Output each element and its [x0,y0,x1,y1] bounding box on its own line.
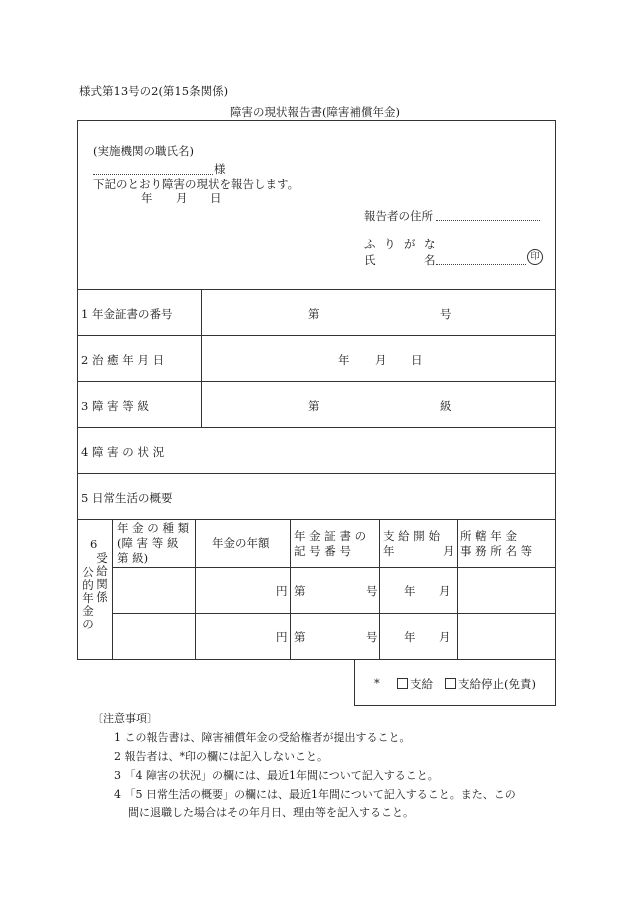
grade-suffix: 級 [440,399,452,413]
header-office-2: 事 務 所 名 等 [460,544,533,558]
divider [555,660,556,705]
row2-go: 号 [366,630,378,644]
divider [112,519,113,660]
section6-number: 6 [90,537,98,551]
note-item-4: 4 「5 日常生活の概要」の欄には、最近1年間について記入すること。また、この [114,788,516,801]
row2-dai: 第 [294,630,306,644]
recovery-month-unit: 月 [375,353,387,367]
divider [195,519,196,660]
reporter-address-label: 報告者の住所 [364,209,433,223]
divider [201,289,202,427]
name-label-2: 名 [424,253,436,267]
note-item-4-cont: 間に退職した場合はその年月日、理由等を記入すること。 [128,806,414,819]
header-cert-2: 記 号 番 号 [294,544,351,558]
header-pension-type-1: 年 金 の 種 類 [117,521,190,535]
row1-dai: 第 [294,584,306,598]
header-start-1: 支 給 開 始 [383,529,440,543]
divider [77,473,556,474]
divider [457,519,458,660]
notes-heading: 〔注意事項〕 [92,712,158,725]
row2-nen: 年 [404,630,416,644]
checkbox-icon[interactable] [397,678,408,689]
statement: 下記のとおり障害の現状を報告します。 [93,177,300,191]
name-label-1: 氏 [364,253,376,267]
row-label-disability-status: 4 障 害 の 状 況 [81,445,165,459]
furigana-label-2: り [384,237,396,251]
addressee-label: (実施機関の職氏名) [93,144,194,158]
recovery-year-unit: 年 [338,353,350,367]
reporter-address-line[interactable] [436,220,540,221]
row2-tsuki: 月 [439,630,451,644]
header-pension-type-3: 第 級) [117,551,149,565]
divider [77,427,556,428]
cert-number-suffix: 号 [440,307,452,321]
row1-go: 号 [366,584,378,598]
divider [290,519,291,660]
date-year-unit: 年 [141,191,153,205]
header-cert-1: 年 金 証 書 の [294,529,367,543]
header-start-2-year: 年 [383,544,395,558]
office-asterisk: * [374,676,380,690]
note-item-3: 3 「4 障害の状況」の欄には、最近1年間について記入すること。 [114,769,439,782]
grade-prefix: 第 [308,399,320,413]
row-label-disability-grade: 3 障 害 等 級 [81,399,149,413]
option-suspend-label: 支給停止(免責) [458,677,536,691]
header-annual-amount: 年金の年額 [212,536,270,550]
divider [354,705,556,706]
checkbox-icon[interactable] [445,678,456,689]
row-label-daily-life: 5 日常生活の概要 [81,491,173,505]
form-id: 様式第13号の2(第15条関係) [79,84,229,98]
divider [112,613,556,614]
header-start-2-month: 月 [443,544,455,558]
note-item-2: 2 報告者は、*印の欄には記入しないこと。 [114,750,328,763]
header-office-1: 所 轄 年 金 [460,529,517,543]
furigana-label-1: ふ [364,237,376,251]
row-label-recovery-date: 2 治 癒 年 月 日 [81,353,165,367]
divider [354,660,355,705]
option-suspend[interactable] [445,676,536,692]
divider [379,519,380,660]
divider [112,567,556,568]
seal-icon: 印 [527,249,543,265]
row1-nen: 年 [404,584,416,598]
section6-label-left: 公的年金の [82,565,94,631]
note-item-1: 1 この報告書は、障害補償年金の受給権者が提出すること。 [114,731,411,744]
recovery-day-unit: 日 [411,353,423,367]
furigana-label-3: が [404,237,416,251]
divider [77,289,556,290]
option-payment[interactable] [397,676,433,692]
row1-yen: 円 [276,584,288,598]
header-pension-type-2: (障 害 等 級 [117,536,179,550]
addressee-honorific: 様 [214,162,226,176]
date-day-unit: 日 [210,191,222,205]
divider [77,381,556,382]
date-month-unit: 月 [176,191,188,205]
divider [77,335,556,336]
section6-label-right: 受給関係 [96,551,108,604]
addressee-line[interactable] [93,174,213,175]
row2-yen: 円 [276,630,288,644]
option-payment-label: 支給 [410,677,433,691]
row1-tsuki: 月 [439,584,451,598]
reporter-name-line[interactable] [436,264,526,265]
form-title: 障害の現状報告書(障害補償年金) [230,105,400,119]
cert-number-prefix: 第 [308,307,320,321]
furigana-label-4: な [424,237,436,251]
row-label-cert-number: 1 年金証書の番号 [81,307,173,321]
